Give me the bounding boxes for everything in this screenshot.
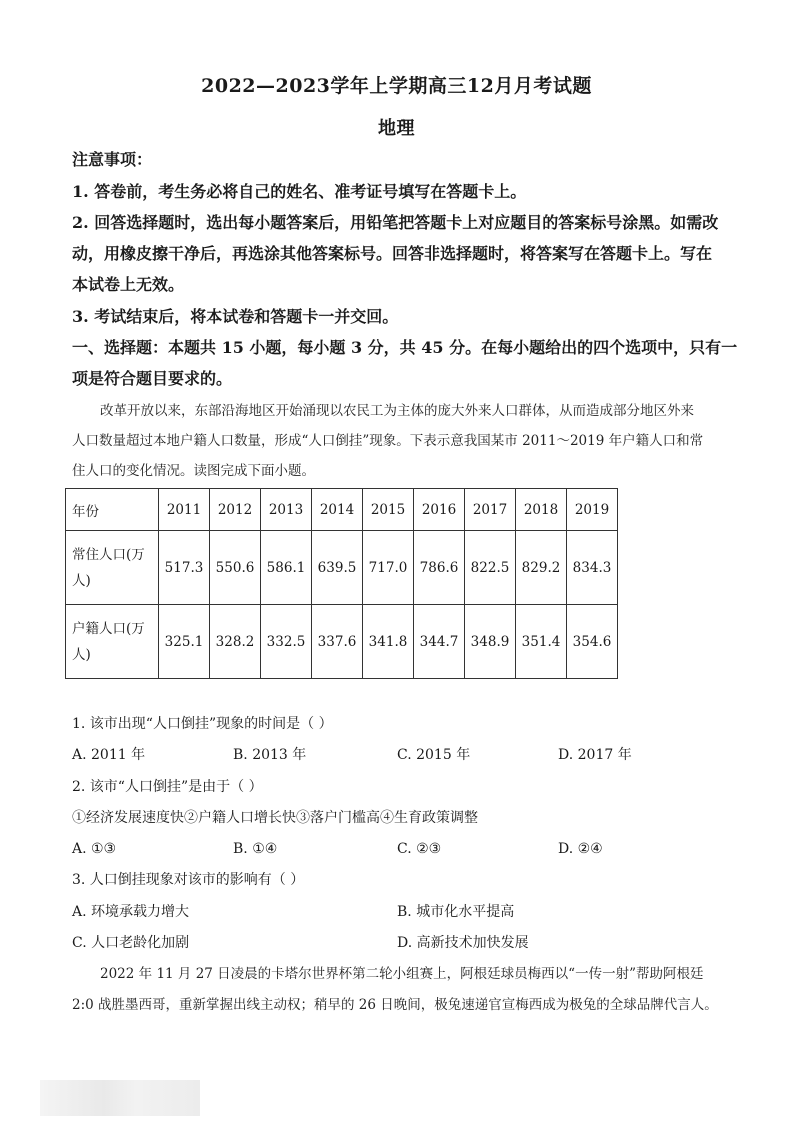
question-2-stem: 2. 该市“人口倒挂”是由于（ ） xyxy=(72,779,263,795)
passage-line: 改革开放以来，东部沿海地区开始涌现以农民工为主体的庞大外来人口群体，从而造成部分地区外来 xyxy=(100,403,694,419)
subject-title: 地理 xyxy=(378,118,415,139)
note-line: 2. 回答选择题时，选出每小题答案后，用铅笔把答题卡上对应题目的答案标号涂黑。如需改 xyxy=(72,213,719,232)
q2-option-d: D. ②④ xyxy=(558,841,603,857)
q3-option-d: D. 高新技术加快发展 xyxy=(397,935,529,951)
q2-option-b: B. ①④ xyxy=(233,841,278,857)
value-cell: 829.2 xyxy=(516,531,567,605)
section-heading-cont: 项是符合题目要求的。 xyxy=(72,369,233,388)
year-cell: 2019 xyxy=(567,489,618,531)
question-1-stem: 1. 该市出现“人口倒挂”现象的时间是（ ） xyxy=(72,716,333,732)
value-cell: 786.6 xyxy=(414,531,465,605)
value-cell: 328.2 xyxy=(210,605,261,679)
note-line: 动，用橡皮擦干净后，再选涂其他答案标号。回答非选择题时，将答案写在答题卡上。写在 xyxy=(72,244,713,263)
row-label xyxy=(66,531,159,605)
q1-option-d: D. 2017 年 xyxy=(558,747,632,763)
year-cell: 2011 xyxy=(159,489,210,531)
section-heading: 一、选择题：本题共 15 小题，每小题 3 分，共 45 分。在每小题给出的四个选项中，只有一 xyxy=(72,338,738,357)
q1-option-a: A. 2011 年 xyxy=(72,747,146,763)
value-cell: 344.7 xyxy=(414,605,465,679)
question-2-statements: ①经济发展速度快②户籍人口增长快③落户门槛高④生育政策调整 xyxy=(72,810,478,826)
value-cell: 717.0 xyxy=(363,531,414,605)
value-cell: 639.5 xyxy=(312,531,363,605)
value-cell: 351.4 xyxy=(516,605,567,679)
population-table xyxy=(65,488,618,679)
q2-option-a: A. ①③ xyxy=(72,841,117,857)
value-cell: 348.9 xyxy=(465,605,516,679)
year-cell: 2013 xyxy=(261,489,312,531)
year-cell: 2018 xyxy=(516,489,567,531)
row-label-text: 常住人口(万人) xyxy=(72,546,145,589)
value-cell: 550.6 xyxy=(210,531,261,605)
value-cell: 517.3 xyxy=(159,531,210,605)
value-cell: 337.6 xyxy=(312,605,363,679)
passage-line: 人口数量超过本地户籍人口数量，形成“人口倒挂”现象。下表示意我国某市 2011～2019 年户籍人口和常 xyxy=(72,433,704,449)
row-label-text: 户籍人口(万人) xyxy=(72,620,145,663)
table-header-row xyxy=(66,489,618,531)
year-cell: 2012 xyxy=(210,489,261,531)
q3-option-b: B. 城市化水平提高 xyxy=(397,904,515,920)
note-line: 本试卷上无效。 xyxy=(72,275,185,294)
q1-option-b: B. 2013 年 xyxy=(233,747,307,763)
value-cell: 341.8 xyxy=(363,605,414,679)
faded-mark xyxy=(40,1080,200,1116)
table-row xyxy=(66,531,618,605)
year-cell: 2016 xyxy=(414,489,465,531)
q3-option-c: C. 人口老龄化加剧 xyxy=(72,935,190,951)
q2-option-c: C. ②③ xyxy=(397,841,442,857)
value-cell: 586.1 xyxy=(261,531,312,605)
value-cell: 354.6 xyxy=(567,605,618,679)
year-cell: 2014 xyxy=(312,489,363,531)
value-cell: 325.1 xyxy=(159,605,210,679)
passage-line: 2:0 战胜墨西哥，重新掌握出线主动权；稍早的 26 日晚间，极兔速递官宣梅西成为极兔的全球品牌代言人。 xyxy=(72,997,718,1013)
year-cell: 2015 xyxy=(363,489,414,531)
q1-option-c: C. 2015 年 xyxy=(397,747,471,763)
q3-option-a: A. 环境承载力增大 xyxy=(72,904,190,920)
table-row xyxy=(66,605,618,679)
question-3-stem: 3. 人口倒挂现象对该市的影响有（ ） xyxy=(72,872,305,888)
row-label xyxy=(66,605,159,679)
passage-line: 住人口的变化情况。读图完成下面小题。 xyxy=(72,463,315,479)
passage-line: 2022 年 11 月 27 日凌晨的卡塔尔世界杯第二轮小组赛上，阿根廷球员梅西以“一传一射”帮助阿根廷 xyxy=(100,966,704,982)
exam-title: 2022—2023学年上学期高三12月月考试题 xyxy=(201,75,592,97)
note-line: 1. 答卷前，考生务必将自己的姓名、准考证号填写在答题卡上。 xyxy=(72,182,527,201)
value-cell: 822.5 xyxy=(465,531,516,605)
value-cell: 332.5 xyxy=(261,605,312,679)
note-line: 3. 考试结束后，将本试卷和答题卡一并交回。 xyxy=(72,307,399,326)
value-cell: 834.3 xyxy=(567,531,618,605)
table-header-cell: 年份 xyxy=(66,489,159,531)
year-cell: 2017 xyxy=(465,489,516,531)
notes-heading: 注意事项： xyxy=(72,150,153,169)
